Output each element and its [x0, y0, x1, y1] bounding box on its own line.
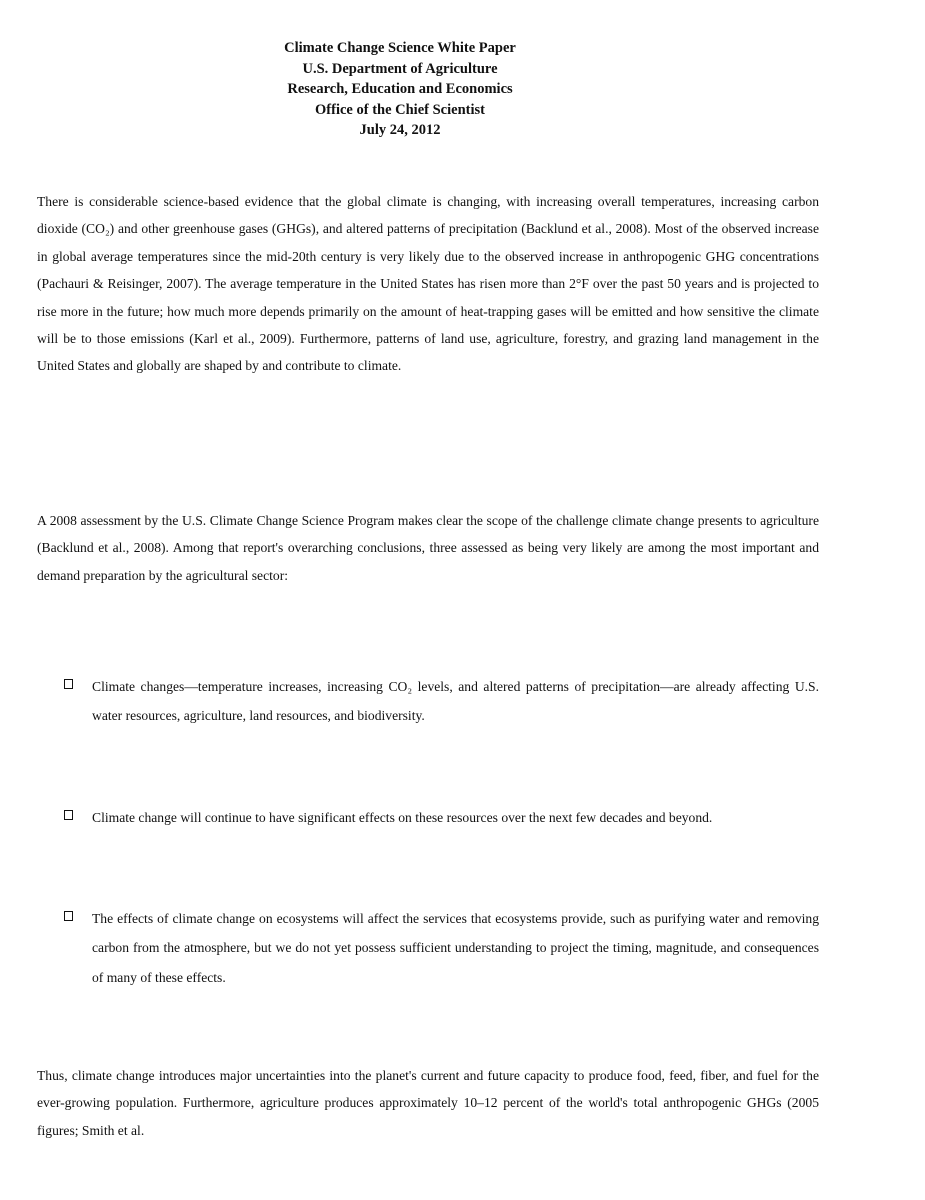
checkbox-bullet-icon: [64, 911, 73, 921]
agency-name: U.S. Department of Agriculture: [302, 60, 498, 77]
checkbox-bullet-icon: [64, 679, 73, 689]
office-name: Office of the Chief Scientist: [315, 101, 485, 118]
bullet-text: The effects of climate change on ecosystems will affect the services that ecosystems provide, such as purifying water and removing carbon from the atmosphere, but we do not yet possess sufficient understanding to project the timing, magnitude, and consequences of many of these effects.: [92, 911, 819, 985]
document-title: Climate Change Science White Paper: [284, 40, 516, 56]
checkbox-bullet-icon: [64, 810, 73, 820]
document-date: July 24, 2012: [359, 122, 441, 138]
paragraph-intro: There is considerable science-based evidence that the global climate is changing, with increasing overall temperatures, increasing carbon dioxide (CO₂) and other greenhouse gases (GHGs), and altered patterns of precipitation (Backlund et al., 2008). Most of the observed increase in global average temperatures since the mid-20th century is very likely due to the observed increase in anthropogenic GHG concentrations (Pachauri & Reisinger, 2007). The average temperature in the United States has risen more than 2°F over the past 50 years and is projected to rise more in the future; how much more depends primarily on the amount of heat-trapping gases will be emitted and how sensitive the climate will be to those emissions (Karl et al., 2009). Furthermore, patterns of land use, agriculture, forestry, and grazing land management in the United States and globally are shaped by and contribute to climate.: [37, 194, 819, 374]
document-header: [0, 38, 800, 141]
division-name: Research, Education and Economics: [287, 81, 513, 97]
bullet-text: Climate change will continue to have significant effects on these resources over the next few decades and beyond.: [92, 810, 713, 825]
paragraph-conclusion: Thus, climate change introduces major uncertainties into the planet's current and future capacity to produce food, feed, fiber, and fuel for the ever-growing population. Furthermore, agriculture produces approximately 10–12 percent of the world's total anthropogenic GHGs (2005 figures; Smith et al.: [37, 1068, 819, 1138]
bullet-text: Climate changes—temperature increases, increasing CO₂ levels, and altered patterns of precipitation—are already affecting U.S. water resources, agriculture, land resources, and biodiversity.: [92, 679, 819, 724]
paragraph-assessment: A 2008 assessment by the U.S. Climate Change Science Program makes clear the scope of the challenge climate change presents to agriculture (Backlund et al., 2008). Among that report's overarching conclusions, three assessed as being very likely are among the most important and demand preparation by the agricultural sector:: [37, 513, 819, 583]
